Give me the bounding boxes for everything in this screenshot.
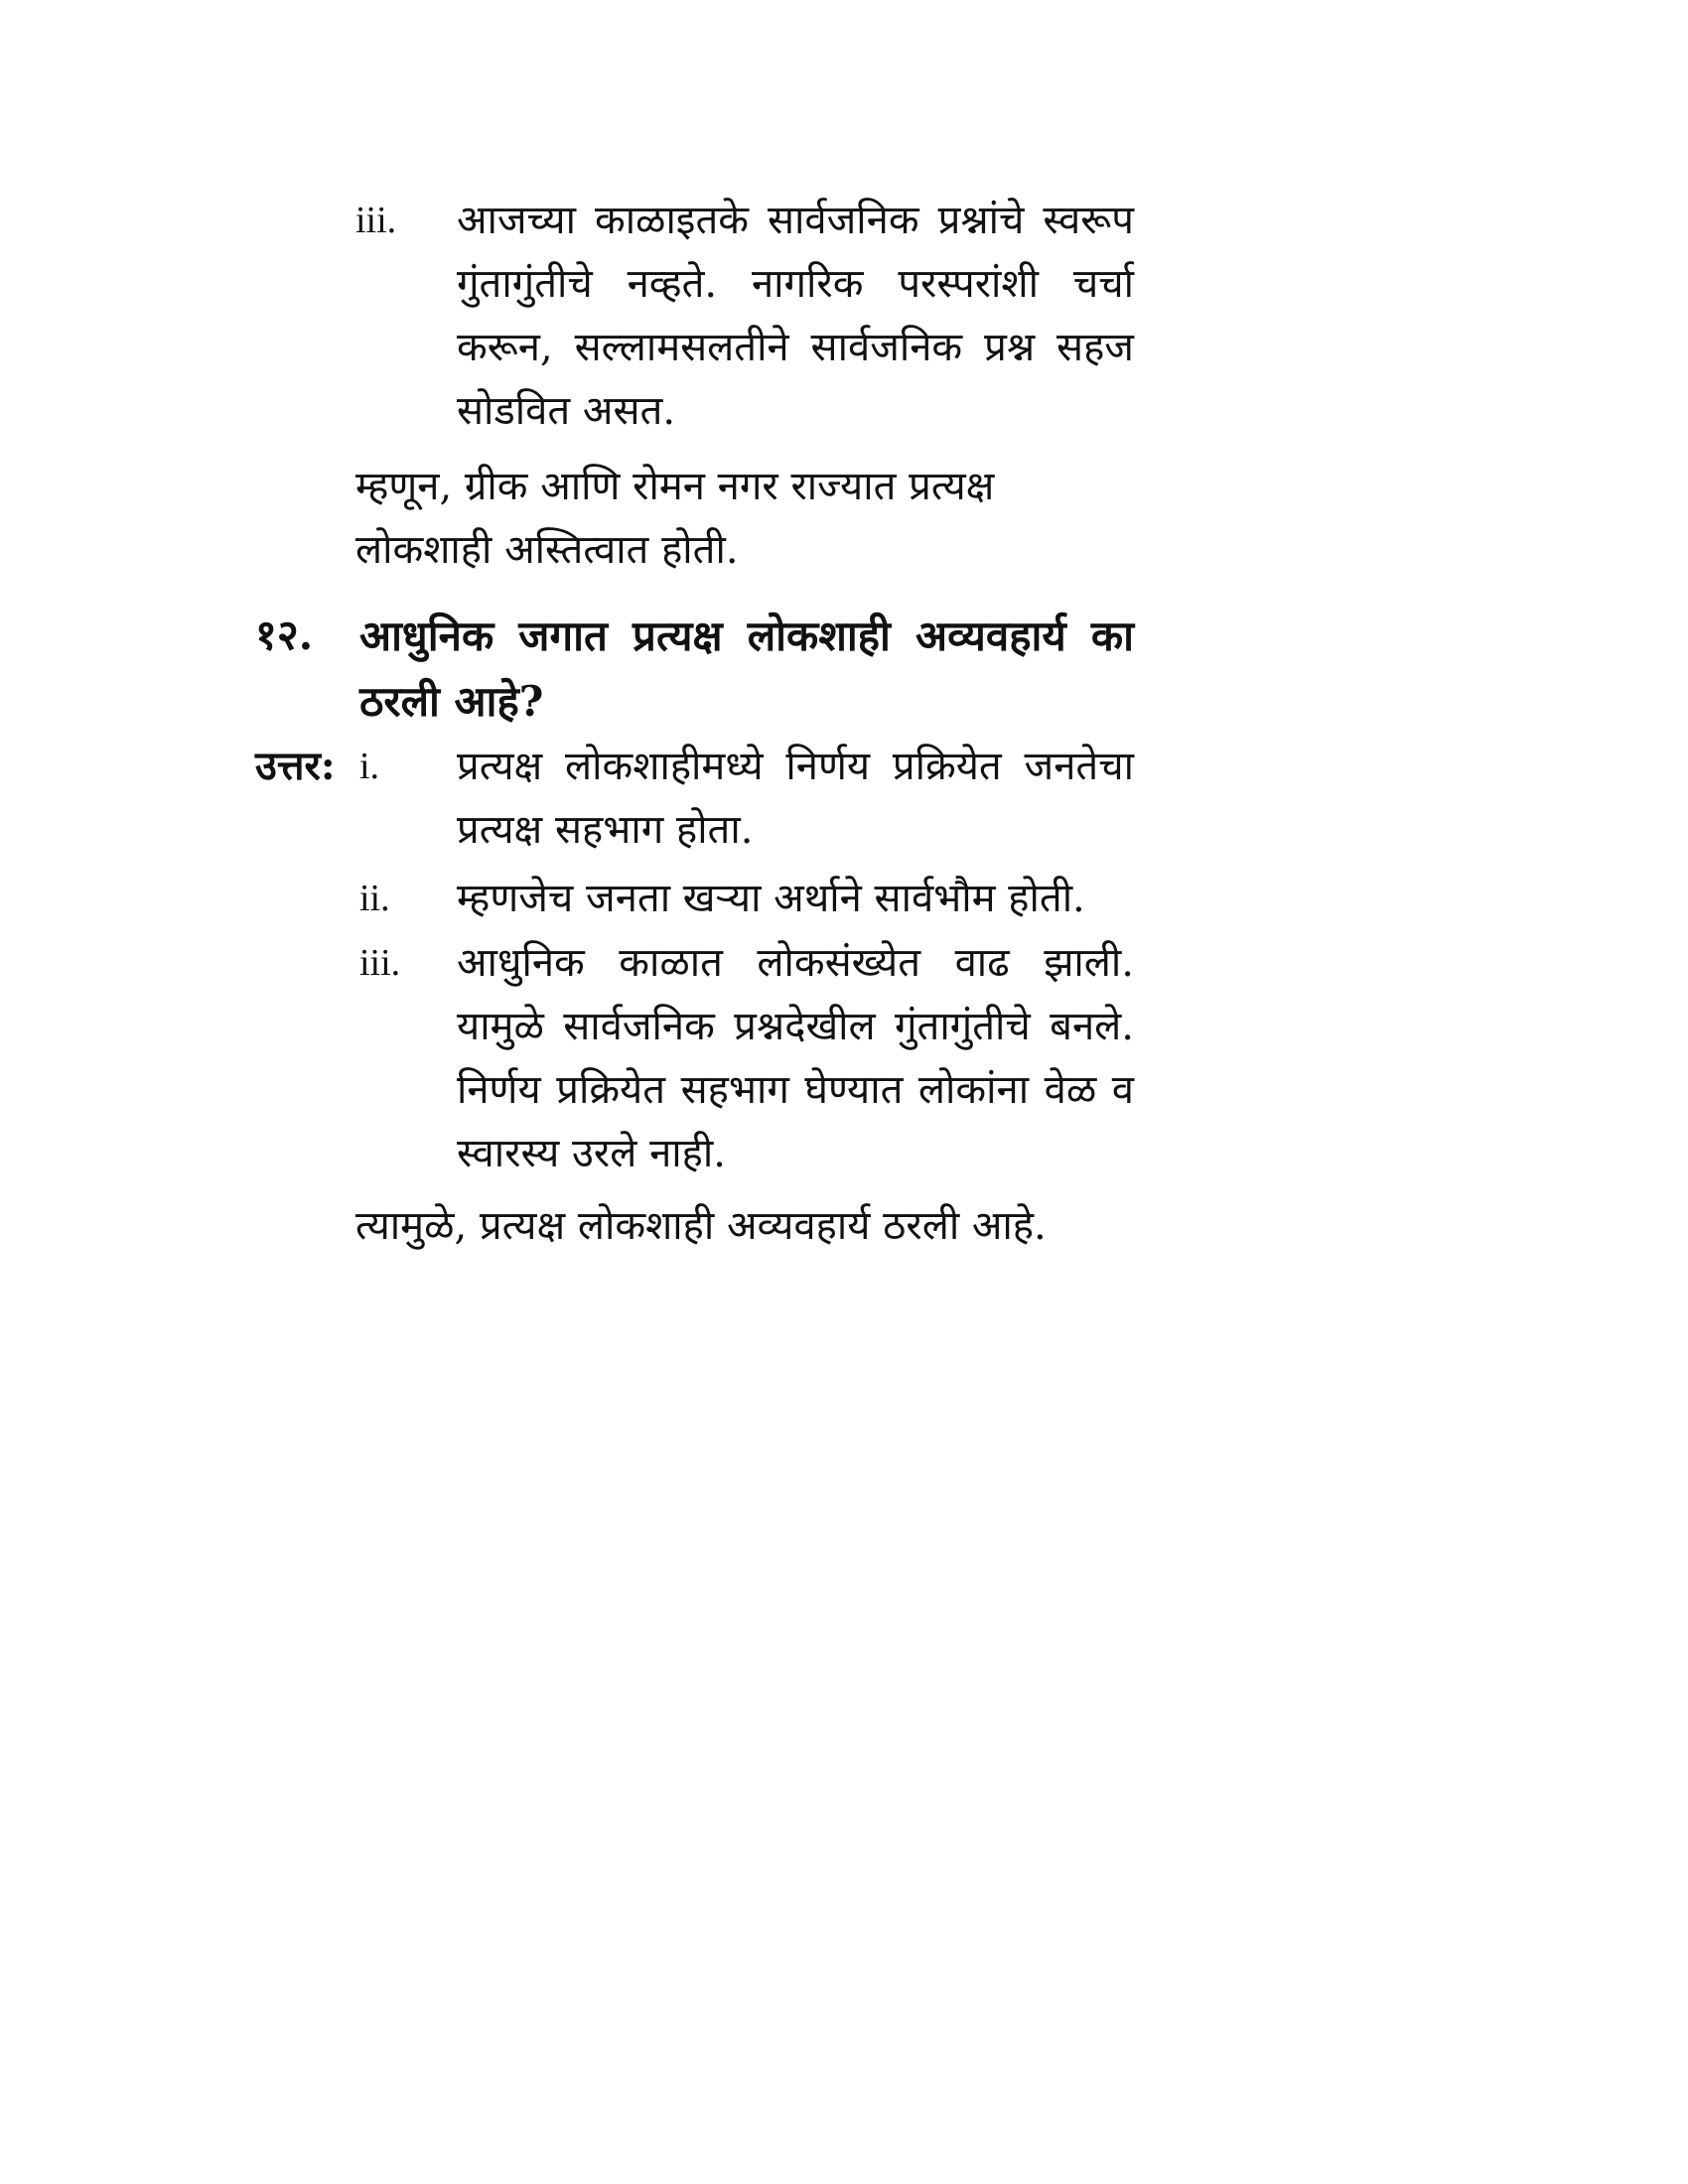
answer-item-iii-text: आधुनिक काळात लोकसंख्येत वाढ झाली. यामुळे सार्वजनिक प्रश्नदेखील गुंतागुंतीचे बनले. निर्णय प्रक्रियेत सहभाग घेण्यात लोकांना वेळ व स्वारस्य उरले नाही. xyxy=(457,940,1134,1176)
question-text: आधुनिक जगात प्रत्यक्ष लोकशाही अव्यवहार्य का ठरली आहे? xyxy=(359,612,1134,726)
answer-conclusion: त्यामुळे, प्रत्यक्ष लोकशाही अव्यवहार्य ठरली आहे. xyxy=(355,1203,1047,1249)
previous-answer-conclusion: म्हणून, ग्रीक आणि रोमन नगर राज्यात प्रत्यक्ष लोकशाही अस्तित्वात होती. xyxy=(355,464,995,573)
previous-item-iii-text: आजच्या काळाइतके सार्वजनिक प्रश्नांचे स्वरूप गुंतागुंतीचे नव्हते. नागरिक परस्परांशी चर्चा करून, सल्लामसलतीने सार्वजनिक प्रश्न सहज सोडवित असत. xyxy=(457,198,1134,434)
answer-item-ii-text: म्हणजेच जनता खऱ्या अर्थाने सार्वभौम होती. xyxy=(457,876,1085,921)
answer-label: उत्तर: xyxy=(255,743,336,789)
previous-item-iii-marker: iii. xyxy=(355,200,397,241)
answer-item-i-text: प्रत्यक्ष लोकशाहीमध्ये निर्णय प्रक्रियेत जनतेचा प्रत्यक्ष सहभाग होता. xyxy=(457,744,1134,853)
answer-item-i-marker: i. xyxy=(359,746,380,787)
answer-item-iii-marker: iii. xyxy=(359,942,401,984)
question-number: १२. xyxy=(255,611,314,659)
answer-item-ii-marker: ii. xyxy=(359,878,390,919)
